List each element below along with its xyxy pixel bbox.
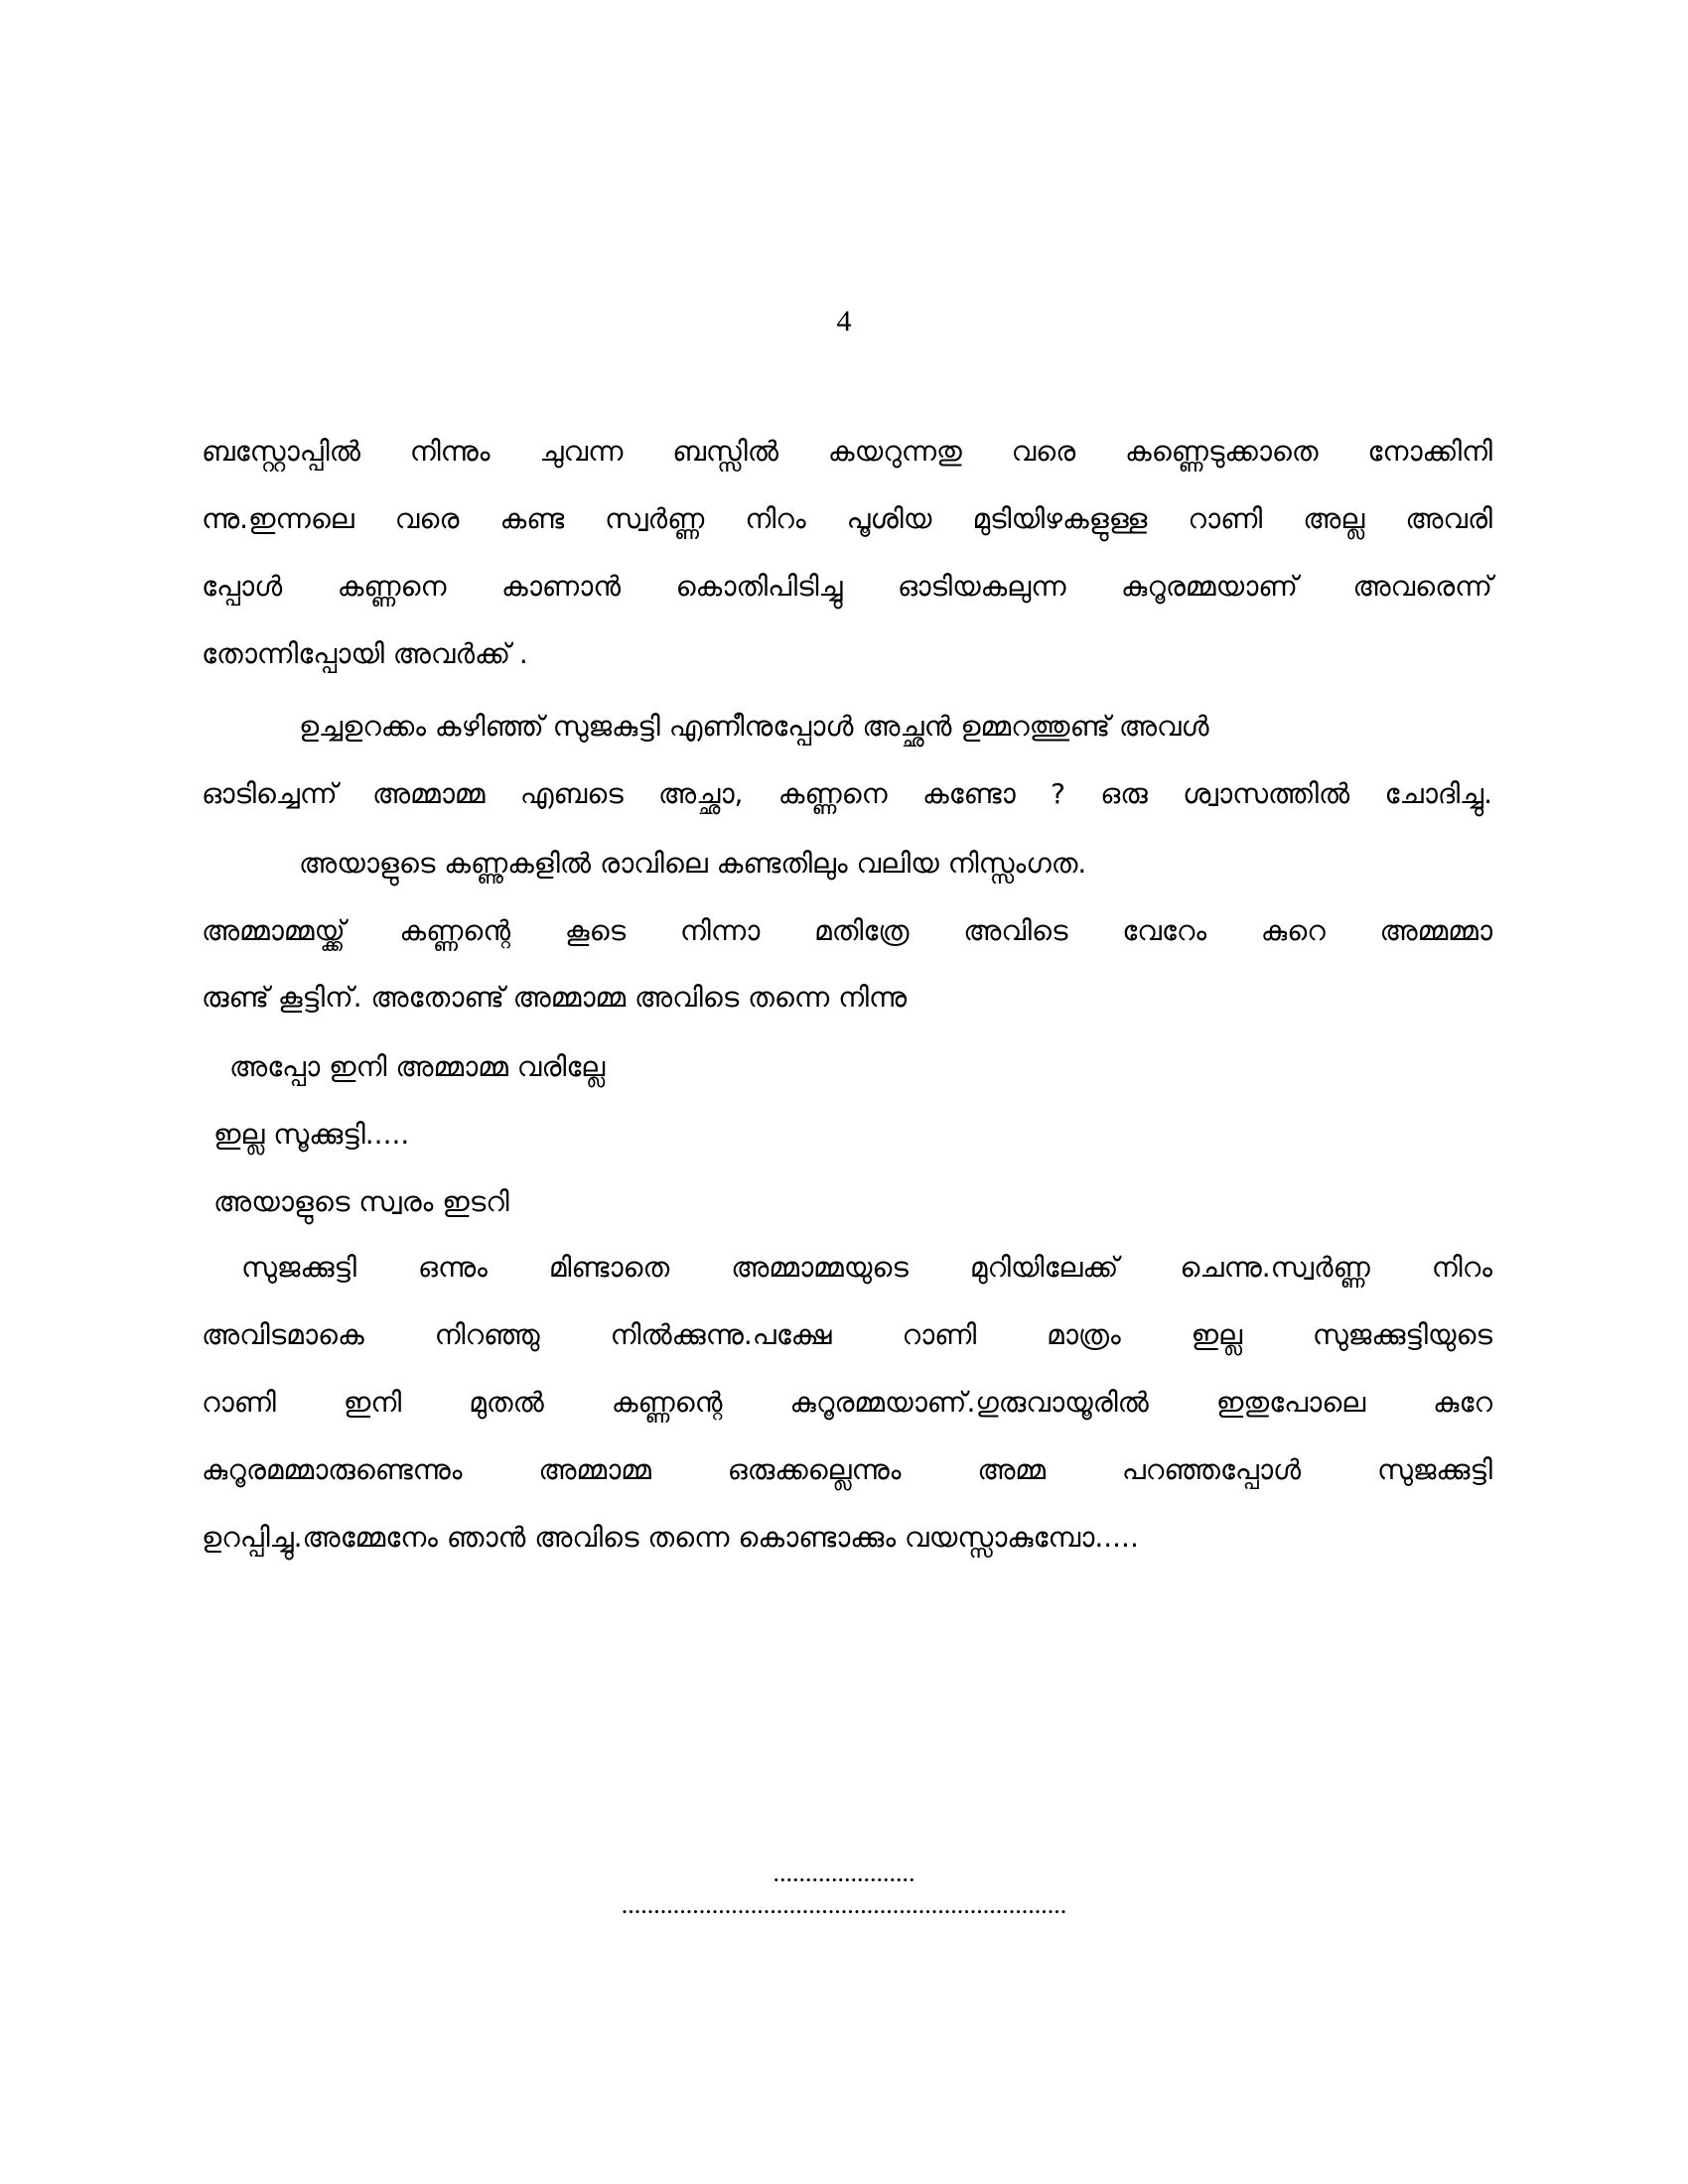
text-line: ബസ്റ്റോപ്പിൽ നിന്നും ചുവന്ന ബസ്സിൽ കയറുന്നതു വരെ കണ്ണെടുക്കാതെ നോക്കിനി [202,435,1492,468]
text-line: ഇല്ല സൂക്കുട്ടി..... [213,1118,410,1151]
text-line: അമ്മാമ്മയ്ക്ക് കണ്ണന്റെ കൂടെ നിന്നാ മതിത്രേ അവിടെ വേറേം കുറെ അമ്മമ്മാ [202,914,1492,947]
dotted-separator-long: ..................................................................... [621,1890,1067,1919]
text-line: തോന്നിപ്പോയി അവർക്ക് . [202,637,528,670]
text-line: റാണി ഇനി മുതൽ കണ്ണന്റെ കുറൂരമ്മയാണ്.ഗുരുവായൂരിൽ ഇതുപോലെ കുറേ [202,1386,1492,1419]
text-line: പ്പോൾ കണ്ണനെ കാണാൻ കൊതിപിടിച്ചു ഓടിയകലുന്ന കുറൂരമ്മയാണ് അവരെന്ന് [202,570,1492,603]
text-line: ഓടിച്ചെന്ന് അമ്മാമ്മ എബടെ അച്ഛാ, കണ്ണനെ കണ്ടോ ? ഒരു ശ്വാസത്തിൽ ചോദിച്ചു. [202,777,1492,810]
text-line: സുജക്കുട്ടി ഒന്നും മിണ്ടാതെ അമ്മാമ്മയുടെ മുറിയിലേക്ക് ചെന്നു.സ്വർണ്ണ നിറം [241,1251,1492,1284]
text-line: കുറൂരമമ്മാരുണ്ടെന്നും അമ്മാമ്മ ഒരുക്കല്ലെന്നും അമ്മ പറഞ്ഞപ്പോൾ സുജക്കുട്ടി [202,1453,1492,1486]
text-line: അയാളുടെ കണ്ണുകളിൽ രാവിലെ കണ്ടതിലും വലിയ നിസ്സംഗത. [299,847,1087,880]
page-number: 4 [836,305,852,338]
text-line: രുണ്ട് കൂട്ടിന്. അതോണ്ട് അമ്മാമ്മ അവിടെ തന്നെ നിന്നു [202,981,908,1014]
text-line: അയാളുടെ സ്വരം ഇടറി [213,1185,509,1218]
text-line: അവിടമാകെ നിറഞ്ഞു നിൽക്കുന്നു.പക്ഷേ റാണി മാത്രം ഇല്ല സുജക്കുട്ടിയുടെ [202,1318,1492,1351]
dotted-separator-short: ...................... [773,1858,915,1887]
text-line: ഉറപ്പിച്ചു.അമ്മേനേം ഞാൻ അവിടെ തന്നെ കൊണ്ടാക്കും വയസ്സാകുമ്പോ..... [202,1521,1139,1554]
text-line: ഉച്ചഉറക്കം കഴിഞ്ഞ് സുജകുട്ടി എണീനുപ്പോൾ അച്ഛൻ ഉമ്മറത്തുണ്ട് അവൾ [299,710,1209,743]
text-line: ന്നു.ഇന്നലെ വരെ കണ്ട സ്വർണ്ണ നിറം പൂശിയ മുടിയിഴകളുള്ള റാണി അല്ല അവരി [202,502,1492,535]
text-line: അപ്പോ ഇനി അമ്മാമ്മ വരില്ലേ [229,1050,606,1083]
